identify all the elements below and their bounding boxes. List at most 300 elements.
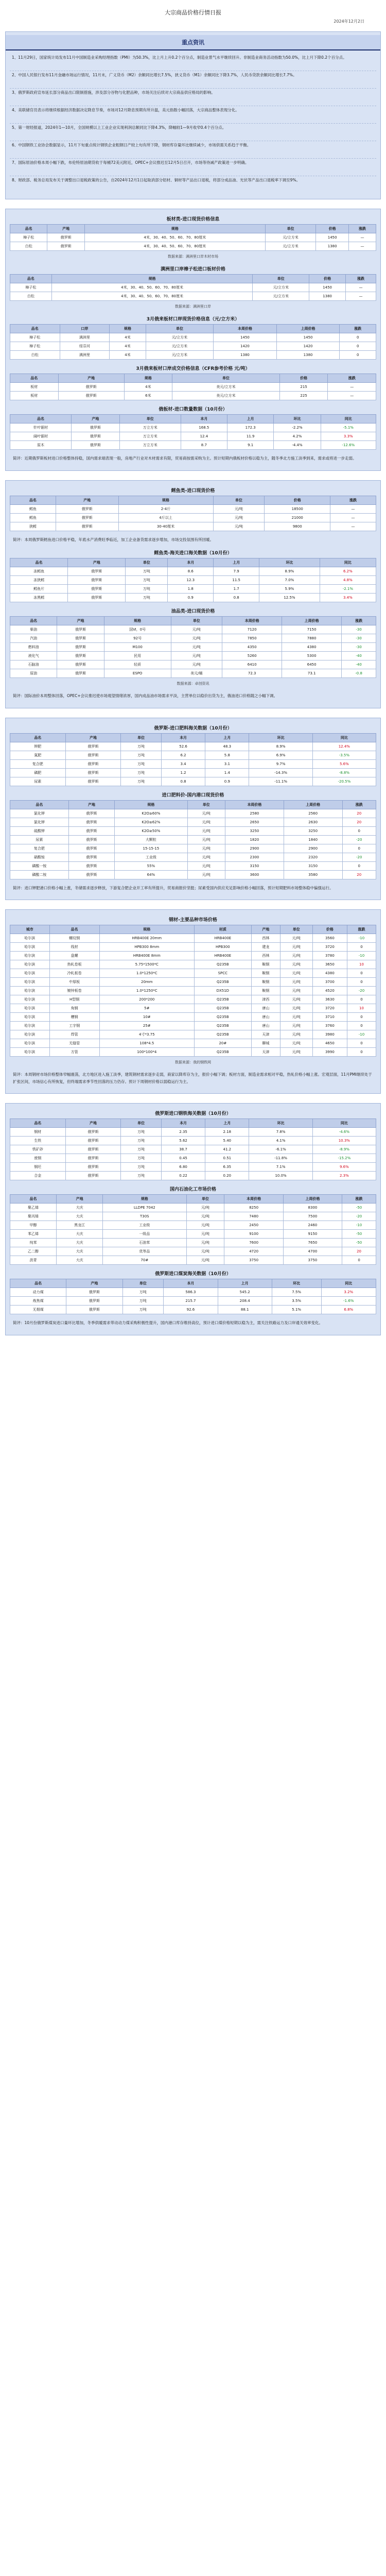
table-cell: 哈尔滨 [10,1013,50,1022]
table-cell: 原油 [10,669,57,678]
table-row [10,351,376,360]
table-cell: 美元/立方米 [172,383,280,392]
table-cell: 元/吨 [280,987,312,995]
table-cell: 国Ⅵ，0号 [104,625,171,634]
table-header-cell: 上月 [205,1119,249,1128]
table-cell: 52.6 [161,742,205,751]
table-cell: 哈尔滨 [10,995,50,1004]
table-header-cell: 环比 [249,1119,312,1128]
table-cell: 元/吨 [280,1039,312,1048]
table-header-cell: 品名 [10,374,59,383]
fert-sub: 进口肥料价-国内港口现货价格 [162,792,224,798]
table-cell: 万吨 [121,768,162,777]
table-cell: 20 [342,1247,376,1256]
table-row [10,934,376,943]
table-cell: 俄罗斯 [68,870,115,879]
table-cell: LLDPE 7042 [103,1204,186,1212]
table-cell: 5300 [282,652,342,660]
table-cell: 0 [340,342,376,351]
table-cell: -30 [342,625,376,634]
table-cell: 元/吨 [187,861,225,870]
table-cell: 俄罗斯 [65,768,121,777]
oil-review: 简评：国际油价本周整体回落，OPEC+会议推迟使市场观望情绪浓厚，国内成品油市场需求平淡，主营单位以稳价出货为主，俄油进口价格随之小幅下调。 [10,689,376,703]
table-header-cell: 规格 [118,496,213,504]
table-cell: 炼焦煤 [10,1297,66,1306]
table-cell: 工业级 [115,853,187,861]
table-cell: 7.8% [249,1128,312,1137]
table-row [10,1212,376,1221]
table-cell: 元/立方米 [146,351,213,360]
table-cell: 俄罗斯 [66,1297,122,1306]
table-cell: 尿素 [10,835,69,844]
table-cell: 俄罗斯 [58,383,124,392]
table-cell: 聚乙烯 [10,1204,57,1212]
table-cell: 复合肥 [10,759,66,768]
metal-review: 简评：本周钢材市场价格整体窄幅震荡，北方地区进入施工淡季，建筑钢材需求逐步走弱，商家以降库存为主，报价小幅下调；板材方面，制造业需求相对平稳，热轧价格小幅上涨。宏观层面，11月PMI继续处于扩张区间，市场信心有所恢复，但终端需求季节性回落的压力仍存。预计下周钢材价格以弱稳运行为主。 [10,1068,376,1088]
table-cell: -2.2% [274,423,321,432]
table-cell: 冻狭鳕 [10,576,68,585]
table-cell: 万吨 [121,742,162,751]
table-header-cell: 价格 [309,275,346,283]
table-cell: 4寸*3.75 [99,1030,194,1039]
table-cell: 1380 [214,351,277,360]
table-cell: 盘螺 [49,952,99,960]
table-cell: 208.4 [218,1297,272,1306]
table-cell: 21000 [265,513,330,522]
fish-review: 简评：本周俄罗斯鳕鱼进口价格平稳，年底水产消费旺季临近，加工企业备货需求逐步增加，市场交投氛围有所回暖。 [10,533,376,547]
table-cell: 7.1% [249,1163,312,1172]
table-header-cell: 规格 [103,1195,186,1204]
table-cell: Q235B [194,978,251,987]
table-cell: 1420 [214,342,277,351]
table-cell: 磷酸二铵 [10,870,69,879]
table-cell: 10 [347,1004,376,1013]
table-cell: 6.8% [321,1306,376,1314]
table-row [10,818,376,826]
table-cell: 6.9% [249,751,312,759]
table-cell: 元/吨 [186,1247,224,1256]
table-cell: Q235B [194,960,251,969]
table-cell: 15-15-15 [115,844,187,853]
table-cell: -0.8 [342,669,376,678]
table-cell: 元/吨 [280,995,312,1004]
table-header-cell: 规格 [51,275,253,283]
table-header-cell: 规格 [124,374,172,383]
table-cell: T30S [103,1212,186,1221]
table-header-cell: 品名 [10,496,56,504]
table-cell: 俄罗斯 [58,392,124,400]
table-cell: 俄罗斯 [57,625,104,634]
table-cell: 建龙 [251,943,280,952]
table-cell: 俄罗斯 [65,751,121,759]
table-header-cell: 涨跌 [330,496,376,504]
table-cell: 0.8 [214,594,259,602]
table-cell: HRB400E [194,934,251,943]
table-cell: 元/吨 [280,1022,312,1030]
table-cell: 满洲里 [60,351,110,360]
table-cell: 3700 [312,978,347,987]
table-cell: 70# [103,1256,186,1265]
table-cell: 12.5% [259,594,320,602]
final-table [10,1279,376,1314]
table-header-cell: 价格 [312,925,347,934]
table-cell: 4米 [110,333,146,342]
table-cell: 大庆 [57,1204,103,1212]
table-cell: 1450 [214,333,277,342]
table-cell: 3650 [312,960,347,969]
table-cell: 俄罗斯 [65,759,121,768]
table-header-cell: 同比 [320,558,376,567]
table-cell: HRB400E [194,952,251,960]
table-header-cell: 本月 [161,733,205,742]
table-cell: 9100 [224,1230,283,1239]
metal-source: 数据来源：我的钢铁网 [175,1060,211,1064]
fish-card [5,480,381,708]
table-cell: 樟子松 [10,342,60,351]
table-row [10,522,376,531]
table-cell: 8.9% [259,567,320,576]
table-header-cell: 同比 [321,415,376,423]
table-cell: 92.6 [164,1306,218,1314]
table-cell: 0.8 [161,777,205,786]
table-cell: 无烟煤 [10,1306,66,1314]
table-cell: 6450 [282,660,342,669]
table-cell: 万吨 [121,1128,162,1137]
table-cell: 唐山 [251,1022,280,1030]
table-cell: 38.7 [161,1145,205,1154]
table-cell: 满洲里 [60,333,110,342]
table-cell: 柴油 [10,625,57,634]
table-cell: 哈尔滨 [10,1039,50,1048]
metal-table [10,925,376,1057]
metal-qty-title: 俄罗斯进口钢铁海关数据（10月份） [155,1111,231,1116]
table-row [10,943,376,952]
table-cell: H型钢 [49,995,99,1004]
table-cell: 樟子松 [10,333,60,342]
timber-sub1: 满洲里口岸樟子松进口板材价格 [160,267,225,272]
table-row [10,634,376,643]
table-cell: 俄罗斯 [68,844,115,853]
table-cell: 30-40厘米 [118,522,213,531]
table-cell: 1.0*1250*C [99,987,194,995]
table-cell: 大庆 [57,1256,103,1265]
table-cell: HRB400E 8mm [99,952,194,960]
table-cell: 5260 [222,652,282,660]
table-header-cell: 环比 [249,733,312,742]
table-cell: 4米，30、40、50、60、70、80厘米 [84,242,265,251]
table-cell: 8300 [283,1204,342,1212]
table-header-cell: 产地 [68,800,115,809]
table-cell: 绥芬河 [60,342,110,351]
table-cell: 磷肥 [10,768,66,777]
table-cell: 大庆 [57,1212,103,1221]
table-cell: 万吨 [121,1145,162,1154]
table-cell: 元/吨 [280,943,312,952]
table-cell: SPCC [194,969,251,978]
table-cell: 3.4 [161,759,205,768]
table-row [10,987,376,995]
table-header-cell: 本周价格 [224,1195,283,1204]
table-header-cell: 产地 [57,1195,103,1204]
table-header-cell: 上周价格 [283,1195,342,1204]
table-cell: — [349,242,376,251]
table-cell: 3750 [224,1256,283,1265]
table-row [10,960,376,969]
table-cell: 元/吨 [213,522,265,531]
table-cell: — [328,392,376,400]
table-row [10,383,376,392]
table-cell: 1.2 [161,768,205,777]
table-cell: -5.1% [321,423,376,432]
table-cell: — [346,292,376,301]
table-cell: 石脑油 [10,660,57,669]
table-cell: 俄罗斯 [56,513,118,522]
table-cell: 万吨 [121,1172,162,1180]
news-item: 1、11月29日，国家统计局发布11月中国制造业采购经理指数（PMI）为50.3%，比上月上升0.2个百分点，制造业景气水平继续回升。非制造业商务活动指数为50.0%，比上月下降0.2个百分点。 [10,54,376,71]
table-cell: 4.2% [274,432,321,441]
table-cell: 俄罗斯 [71,423,119,432]
table-cell: 1420 [276,342,340,351]
table-cell: 铁矿砂 [10,1145,66,1154]
table-cell: Q235B [194,1004,251,1013]
table-cell: 2630 [284,818,342,826]
fish-qty-table [10,558,376,602]
table-cell: 焊管 [49,1030,99,1039]
table-cell: 2900 [225,844,284,853]
news-card [5,31,381,199]
table-cell: 元/吨 [280,934,312,943]
table-cell: 20# [194,1039,251,1048]
table-cell: 2.3% [312,1172,376,1180]
table-header-cell: 城市 [10,925,50,934]
table-cell: 钾肥 [10,742,66,751]
table-cell: 100*100*4 [99,1048,194,1057]
table-row [10,1154,376,1163]
table-cell: 元/吨 [186,1221,224,1230]
report-title: 大宗商品价格行情日报 [165,9,221,16]
table-header-cell: 产地 [58,374,124,383]
table-header-cell: 品名 [49,925,99,934]
table-cell: 元/立方米 [253,283,309,292]
fert-title: 俄罗斯-进口肥料海关数据（10月份） [154,725,232,731]
table-header-cell: 产地 [71,415,119,423]
table-cell: 4.8% [320,576,376,585]
table-cell: 0 [347,1022,376,1030]
table-cell: 鳕鱼片 [10,585,68,594]
table-cell: 哈尔滨 [10,1030,50,1039]
table-cell: 俄罗斯 [65,1163,121,1172]
news-item: 8、财政部、税务总局发布关于调整出口退税政策的公告，自2024年12月1日起取消部分铝材、铜材等产品出口退税，将部分成品油、光伏等产品出口退税率下调至9%。 [12,178,301,182]
table-cell: Q235B [194,1022,251,1030]
table-header-cell: 单位 [186,1195,224,1204]
table-cell: 汽油 [10,634,57,643]
table-header-cell: 单位 [122,1279,164,1288]
table-cell: 1.0*1250*C [99,969,194,978]
table-cell: 俄罗斯 [65,1172,121,1180]
table-header-cell: 涨跌 [347,925,376,934]
table-cell: 针叶锯材 [10,423,72,432]
table-cell: 8.6 [168,567,214,576]
table-cell: 复合肥 [10,844,69,853]
table-cell: 11.9 [227,432,274,441]
table-cell: 0.20 [205,1172,249,1180]
table-header-cell: 单位 [171,617,222,625]
table-cell: 西林 [251,952,280,960]
table-cell: 大庆 [57,1239,103,1247]
table-cell: -20 [347,987,376,995]
table-cell: 元/吨 [187,870,225,879]
news-item: 6、中国钢铁工业协会数据显示，11月下旬重点统计钢铁企业粗钢日产较上旬有所下降，钢材库存量环比继续减少，市场供需关系趋于平衡。 [10,141,376,159]
table-cell: 鞍钢 [251,969,280,978]
table-cell: — [330,513,376,522]
table-cell: 大庆 [57,1230,103,1239]
table-cell: 樟子松 [10,283,52,292]
table-cell: 18500 [265,504,330,513]
news-title: 重点资讯 [6,35,380,50]
table-cell: 万吨 [121,1154,162,1163]
table-header-cell: 品名 [10,275,52,283]
table-header-cell: 同比 [321,1279,376,1288]
timber-table-2 [10,274,376,301]
table-cell: 225 [279,392,328,400]
table-cell: 6米 [124,392,172,400]
table-cell: 215 [279,383,328,392]
table-cell: 92号 [104,634,171,643]
table-row [10,660,376,669]
table-cell: 槽钢 [49,1013,99,1022]
table-cell: -4.4% [274,441,321,450]
table-cell: -10 [347,952,376,960]
table-row [10,1221,376,1230]
table-cell: 4米，30、40、50、60、70、80厘米 [84,233,265,242]
table-cell: 热轧卷板 [49,960,99,969]
table-cell: 3150 [225,861,284,870]
table-row [10,835,376,844]
table-header-cell: 同比 [312,1119,376,1128]
table-cell: 元/吨 [186,1212,224,1221]
table-cell: 俄罗斯 [68,809,115,818]
table-cell: 200*200 [99,995,194,1004]
table-header-cell: 涨跌 [349,225,376,233]
table-cell: HPB300 [194,943,251,952]
table-cell: 天津 [251,1048,280,1057]
table-cell: 41.2 [205,1145,249,1154]
table-header-cell: 产地 [56,496,118,504]
table-cell: 215.7 [164,1297,218,1306]
table-cell: 20 [342,809,376,818]
table-cell: -1.6% [321,1297,376,1306]
table-header-cell: 品名 [10,800,69,809]
timber-table-3 [10,324,376,360]
table-header-cell: 单位 [119,415,181,423]
table-cell: 4720 [224,1247,283,1256]
table-row [10,1288,376,1297]
table-cell: 20 [342,818,376,826]
table-cell: 4米 [110,342,146,351]
table-cell: 俄罗斯 [57,643,104,652]
table-cell: 4700 [283,1247,342,1256]
table-header-cell: 单位 [126,558,168,567]
table-cell: 唐山 [251,1013,280,1022]
table-cell: 万吨 [126,594,168,602]
fish-title: 鳕鱼类-进口现货价格 [171,488,215,494]
table-cell: -10 [342,1221,376,1230]
table-cell: 无缝管 [49,1039,99,1048]
table-cell: 俄罗斯 [68,585,126,594]
fert-table [10,733,376,786]
table-header-cell: 品名 [10,225,47,233]
table-cell: -6.1% [249,1145,312,1154]
metal-qty-card [5,1103,381,1335]
table-row [10,1137,376,1145]
timber-table-5 [10,414,376,450]
table-header-cell: 涨跌 [328,374,376,383]
table-cell: 万吨 [121,1137,162,1145]
table-cell: 545.2 [218,1288,272,1297]
table-header-cell: 涨跌 [342,800,376,809]
oil-source: 数据来源：卓创资讯 [177,682,209,686]
table-header-cell: 材质 [194,925,251,934]
table-cell: 元/吨 [187,818,225,826]
table-cell: 优等品 [103,1247,186,1256]
table-cell: 合金 [10,1172,66,1180]
table-header-cell: 单位 [121,1119,162,1128]
table-cell: 4350 [222,643,282,652]
table-cell: 氯化钾 [10,809,69,818]
table-cell: 6.35 [205,1163,249,1172]
table-cell: 25# [99,1022,194,1030]
table-cell: 方管 [49,1048,99,1057]
table-row [10,1145,376,1154]
table-row [10,513,376,522]
table-cell: K2O≥60% [115,809,187,818]
table-header-cell: 单位 [265,225,316,233]
table-cell: 元/吨 [171,660,222,669]
table-cell: 元/立方米 [265,242,316,251]
table-cell: 元/吨 [171,634,222,643]
table-cell: 7880 [282,634,342,643]
table-cell: 1380 [309,292,346,301]
fish-table [10,496,376,531]
table-cell: 万立方米 [119,423,181,432]
metal-card [5,909,381,1094]
table-cell: 哈尔滨 [10,934,50,943]
table-cell: 0 [342,826,376,835]
table-cell: 2650 [225,818,284,826]
table-cell: 万吨 [121,777,162,786]
table-cell: -14.3% [249,768,312,777]
table-row [10,1048,376,1057]
table-cell: — [349,233,376,242]
table-row [10,1247,376,1256]
table-cell: 聊城 [251,1039,280,1048]
news-item: 4、美联储官员表示将继续根据经济数据决定降息节奏，市场对12月降息预期有所升温，美元指数小幅回落，大宗商品整体表现分化。 [10,106,376,124]
fert-table-2 [10,800,376,879]
table-row [10,1128,376,1137]
table-cell: -15.2% [312,1154,376,1163]
table-row [10,423,376,432]
table-cell: 0 [342,844,376,853]
table-cell: 燃料油 [10,643,57,652]
table-cell: 3990 [312,1048,347,1057]
table-cell: 甲醇 [10,1221,57,1230]
table-header-cell: 品名 [10,558,68,567]
table-cell: 白松 [10,242,47,251]
timber-card [5,209,381,471]
table-header-cell: 单位 [253,275,309,283]
table-cell: 3.3% [321,432,376,441]
table-cell: 7480 [224,1212,283,1221]
